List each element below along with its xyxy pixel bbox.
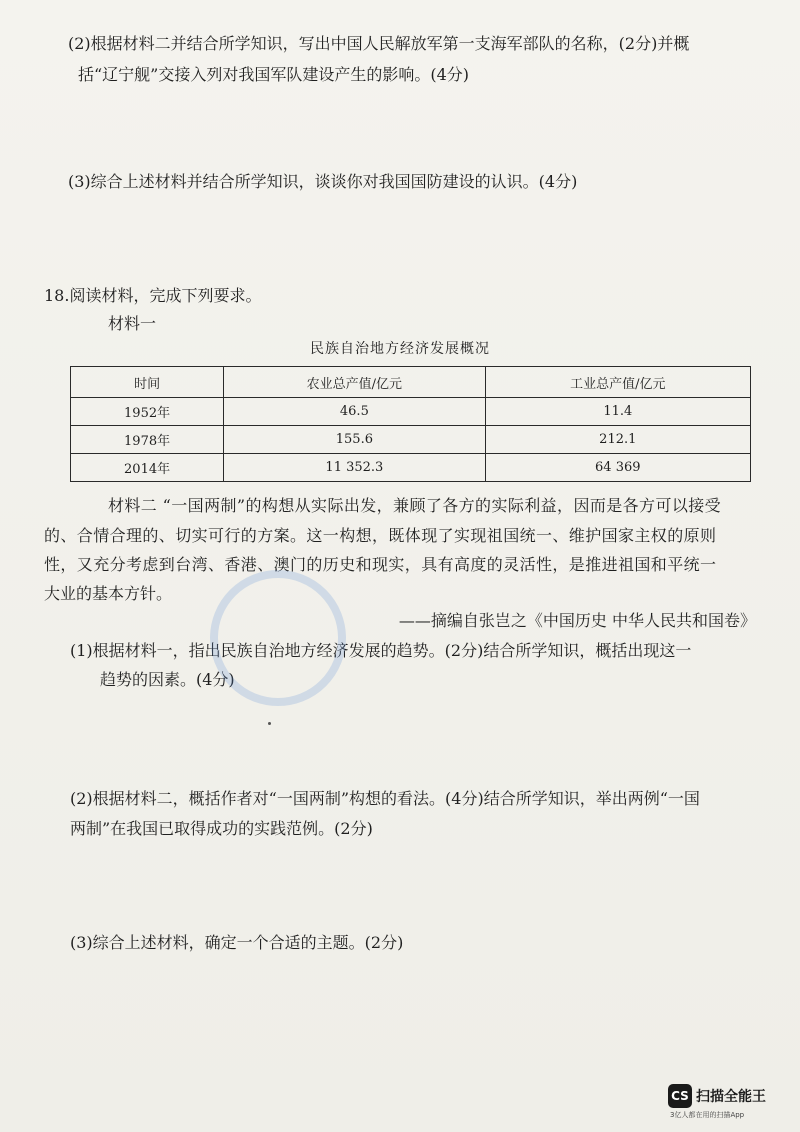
q17-part2-line1: (2)根据材料二并结合所学知识，写出中国人民解放军第一支海军部队的名称，(2分)并概 — [68, 34, 690, 53]
camscanner-badge — [668, 1082, 788, 1122]
table-cell: 2014年 — [71, 454, 224, 482]
q17-part3: (3)综合上述材料并结合所学知识，谈谈你对我国国防建设的认识。(4分) — [68, 172, 578, 191]
scan-speck — [268, 722, 271, 725]
q18-heading: 18.阅读材料，完成下列要求。 — [44, 286, 262, 305]
badge-title: 扫描全能王 — [696, 1089, 766, 1105]
camscanner-logo-icon: CS — [668, 1084, 692, 1108]
badge-subtitle: 3亿人都在用的扫描App — [670, 1111, 745, 1119]
table-cell: 155.6 — [224, 426, 485, 454]
economy-table — [70, 366, 751, 482]
table-cell: 11 352.3 — [224, 454, 485, 482]
table-cell: 1978年 — [71, 426, 224, 454]
q17-part2-line2: 括“辽宁舰”交接入列对我国军队建设产生的影响。(4分) — [78, 65, 470, 84]
table-cell: 212.1 — [485, 426, 750, 454]
q18-part1-line2: 趋势的因素。(4分) — [100, 670, 235, 689]
material2-line3: 性，又充分考虑到台湾、香港、澳门的历史和现实，具有高度的灵活性，是推进祖国和平统一 — [44, 555, 717, 574]
table-row — [71, 398, 751, 426]
material2-line1: 材料二 “一国两制”的构想从实际出发，兼顾了各方的实际利益，因而是各方可以接受 — [108, 496, 722, 515]
table-title: 民族自治地方经济发展概况 — [310, 341, 490, 357]
table-cell: 1952年 — [71, 398, 224, 426]
q18-part2-line1: (2)根据材料二，概括作者对“一国两制”构想的看法。(4分)结合所学知识，举出两例“一国 — [70, 789, 700, 808]
material2-line2: 的、合情合理的、切实可行的方案。这一构想，既体现了实现祖国统一、维护国家主权的原则 — [44, 526, 717, 545]
material1-label: 材料一 — [108, 314, 157, 333]
table-header-cell: 工业总产值/亿元 — [485, 367, 750, 398]
q18-part2-line2: 两制”在我国已取得成功的实践范例。(2分) — [70, 819, 373, 838]
table-cell: 11.4 — [485, 398, 750, 426]
q18-part1-line1: (1)根据材料一，指出民族自治地方经济发展的趋势。(2分)结合所学知识，概括出现这一 — [70, 641, 692, 660]
q18-part3: (3)综合上述材料，确定一个合适的主题。(2分) — [70, 933, 404, 952]
table-header-row — [71, 367, 751, 398]
table-row — [71, 454, 751, 482]
table-header-cell: 时间 — [71, 367, 224, 398]
table-header-cell: 农业总产值/亿元 — [224, 367, 485, 398]
material2-source: ——摘编自张岂之《中国历史 中华人民共和国卷》 — [398, 611, 756, 630]
table-cell: 46.5 — [224, 398, 485, 426]
table-row — [71, 426, 751, 454]
material2-line4: 大业的基本方针。 — [44, 584, 173, 603]
table-cell: 64 369 — [485, 454, 750, 482]
